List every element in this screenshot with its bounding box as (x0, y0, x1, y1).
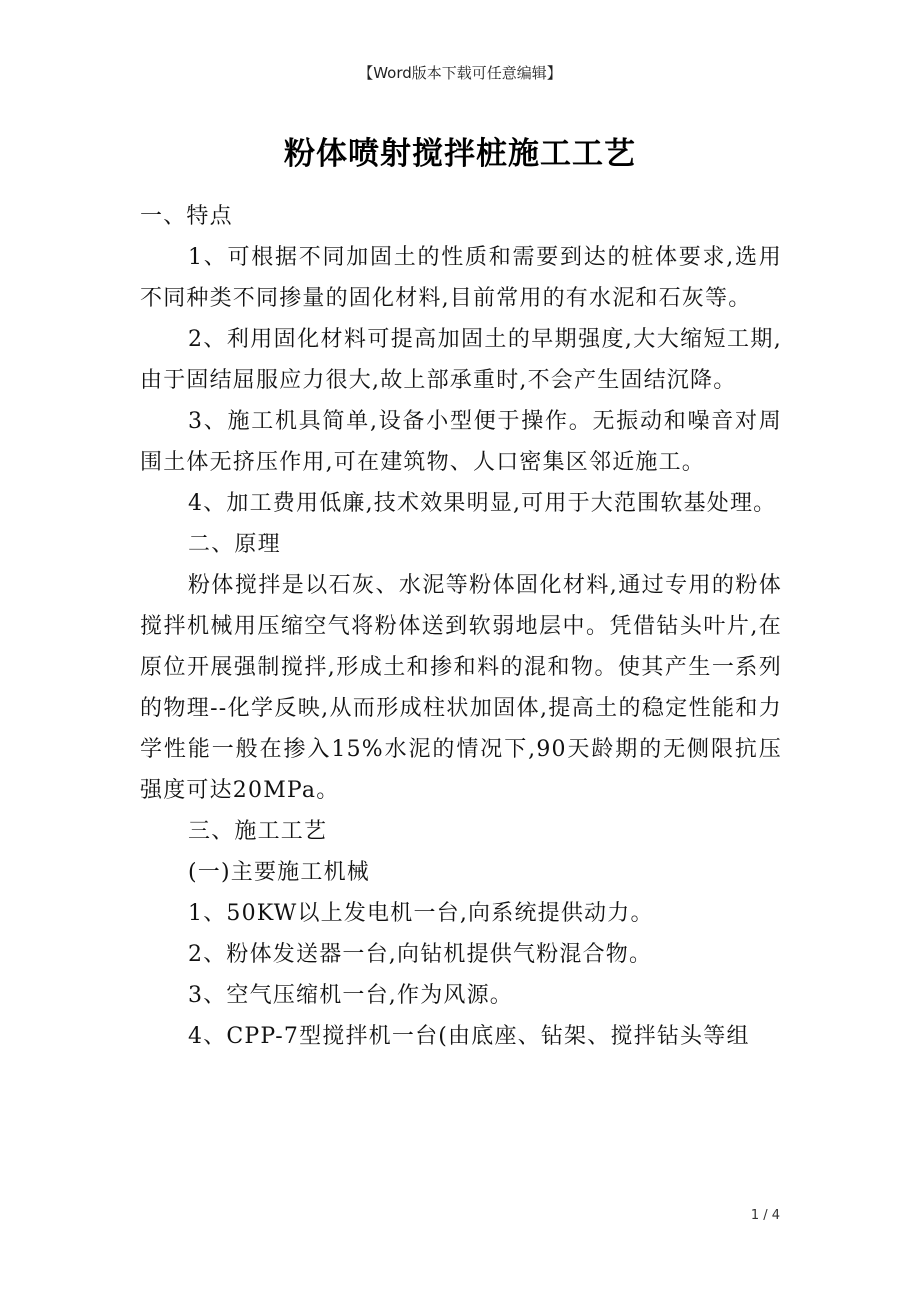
document-body (140, 196, 782, 1057)
document-title: 粉体喷射搅拌桩施工工艺 (284, 136, 636, 172)
machinery-item-1: 1、50KW以上发电机一台,向系统提供动力。 (188, 901, 654, 926)
section-heading-process: 三、施工工艺 (188, 819, 328, 844)
section-heading-features: 一、特点 (140, 204, 233, 229)
section-heading-principle: 二、原理 (188, 532, 281, 557)
principle-paragraph: 粉体搅拌是以石灰、水泥等粉体固化材料,通过专用的粉体搅拌机械用压缩空气将粉体送到软弱地层中。凭借钻头叶片,在原位开展强制搅拌,形成土和掺和料的混和物。使其产生一系列的物理--化学反映,从而形成柱状加固体,提高土的稳定性能和力学性能一般在掺入15%水泥的情况下,90天龄期的无侧限抗压强度可达20MPa。 (140, 573, 782, 803)
machinery-item-3: 3、空气压缩机一台,作为风源。 (188, 983, 513, 1008)
features-paragraph-1: 1、可根据不同加固土的性质和需要到达的桩体要求,选用不同种类不同掺量的固化材料,目前常用的有水泥和石灰等。 (140, 245, 782, 311)
features-paragraph-4: 4、加工费用低廉,技术效果明显,可用于大范围软基处理。 (188, 491, 777, 516)
download-note: 【Word版本下载可任意编辑】 (358, 64, 562, 82)
features-paragraph-2: 2、利用固化材料可提高加固土的早期强度,大大缩短工期,由于固结屈服应力很大,故上部承重时,不会产生固结沉降。 (140, 327, 782, 393)
machinery-item-4: 4、CPP-7型搅拌机一台(由底座、钻架、搅拌钻头等组 (188, 1024, 750, 1049)
machinery-item-2: 2、粉体发送器一台,向钻机提供气粉混合物。 (188, 942, 653, 967)
features-paragraph-3: 3、施工机具简单,设备小型便于操作。无振动和噪音对周围土体无挤压作用,可在建筑物、人口密集区邻近施工。 (140, 409, 782, 475)
page-number: 1 / 4 (750, 1208, 780, 1223)
subsection-heading-machinery: (一)主要施工机械 (188, 860, 370, 885)
